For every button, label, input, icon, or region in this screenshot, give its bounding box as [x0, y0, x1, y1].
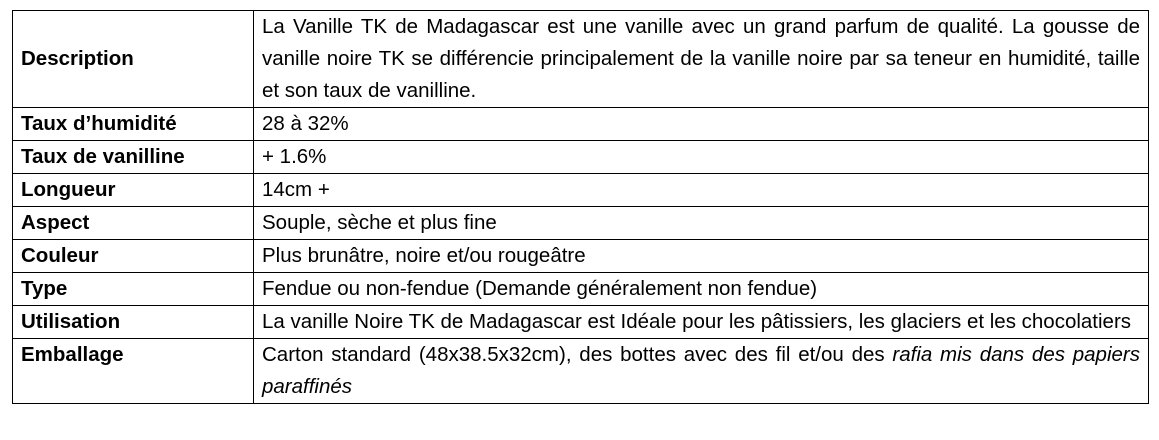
packaging-italic-text: rafia mis dans des papiers paraffinés — [262, 343, 1140, 398]
row-value-length: 14cm + — [254, 174, 1149, 207]
row-value-packaging — [254, 339, 1149, 404]
row-value-humidity: 28 à 32% — [254, 108, 1149, 141]
row-value-color: Plus brunâtre, noire et/ou rougeâtre — [254, 240, 1149, 273]
table-row-color — [13, 240, 1149, 273]
row-label-color: Couleur — [13, 240, 254, 273]
table-row-vanillin — [13, 141, 1149, 174]
row-label-description: Description — [13, 11, 254, 108]
table-row-usage — [13, 306, 1149, 339]
row-label-vanillin: Taux de vanilline — [13, 141, 254, 174]
row-label-usage: Utilisation — [13, 306, 254, 339]
row-value-description: La Vanille TK de Madagascar est une vanille avec un grand parfum de qualité. La gousse de vanille noire TK se différencie principalement de la vanille noire par sa teneur en humidité, taille et son taux de vanilline. — [254, 11, 1149, 108]
row-label-type: Type — [13, 273, 254, 306]
row-label-humidity: Taux d’humidité — [13, 108, 254, 141]
row-value-type: Fendue ou non-fendue (Demande généralement non fendue) — [254, 273, 1149, 306]
packaging-text: Carton standard (48x38.5x32cm), des bottes avec des fil et/ou des — [262, 343, 893, 366]
row-value-vanillin: + 1.6% — [254, 141, 1149, 174]
row-label-aspect: Aspect — [13, 207, 254, 240]
row-value-aspect: Souple, sèche et plus fine — [254, 207, 1149, 240]
vanilla-spec-table — [12, 10, 1149, 404]
table-row-aspect — [13, 207, 1149, 240]
row-label-packaging: Emballage — [13, 339, 254, 404]
row-value-usage: La vanille Noire TK de Madagascar est Idéale pour les pâtissiers, les glaciers et les chocolatiers — [254, 306, 1149, 339]
table-row-length — [13, 174, 1149, 207]
table-row-humidity — [13, 108, 1149, 141]
table-row-packaging — [13, 339, 1149, 404]
row-label-length: Longueur — [13, 174, 254, 207]
table-row-description — [13, 11, 1149, 108]
table-row-type — [13, 273, 1149, 306]
